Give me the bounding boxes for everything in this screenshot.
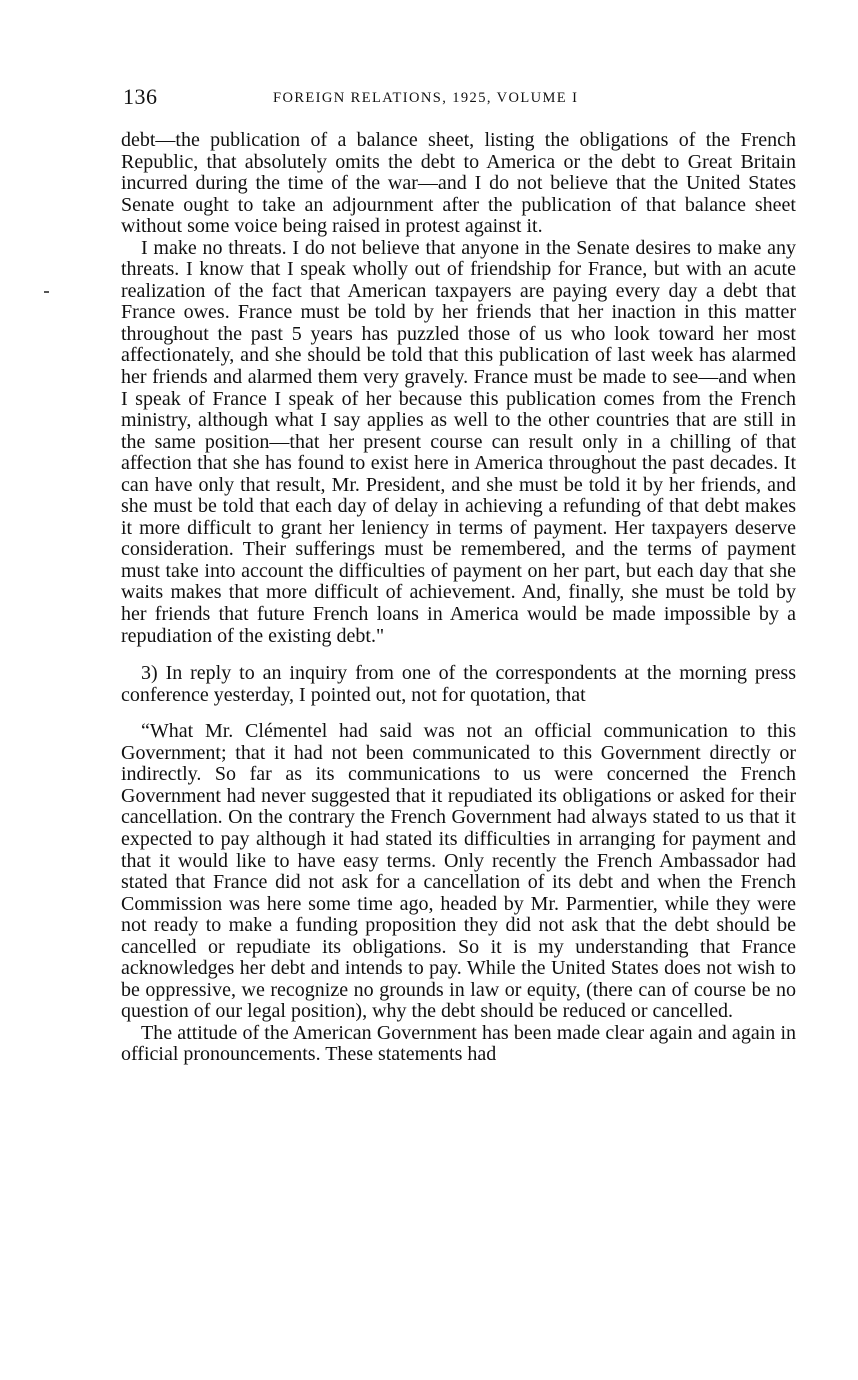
page-number: 136	[123, 84, 158, 109]
paragraph-american-attitude: The attitude of the American Government has been made clear again and again in official pronouncements. These statements had	[121, 1021, 796, 1066]
paragraph-quote-continuation: debt—the publication of a balance sheet, listing the obligations of the French Republic, that absolutely omits the debt to America or the debt to Great Britain incurred during the time of the war—and I do not believe that the United States Senate ought to take an adjournment after the publication of that balance sheet without some voice being raised in protest against it.	[121, 129, 796, 238]
paragraph-no-threats: I make no threats. I do not believe that anyone in the Senate desires to make any threats. I know that I speak wholly out of friendship for France, but with an acute realization of the fact that American taxpayers are paying every day a debt that France owes. France must be told by her friends that her inaction in this matter throughout the past 5 years has puzzled those of us who look toward her most affectionately, and she should be told that this publication of last week has alarmed her friends and alarmed them very gravely. France must be made to see—and when I speak of France I speak of her because this publication comes from the French ministry, although what I say applies as well to the other countries that are still in the same position—that her present course can result only in a chilling of that affection that she has found to exist here in America throughout the past decades. It can have only that result, Mr. President, and she must be told it by her friends, and she must be told that each day of delay in achieving a refunding of that debt makes it more difficult to grant her leniency in terms of payment. Her taxpayers deserve consideration. Their sufferings must be remembered, and the terms of payment must take into account the difficulties of payment on her part, but each day that she waits makes that more difficult of achievement. And, finally, she must be told by her friends that future French loans in America would be made impossible by a repudiation of the existing debt."	[121, 236, 796, 647]
running-header	[123, 84, 795, 114]
margin-mark	[44, 291, 49, 293]
body-text	[121, 130, 796, 1066]
running-title: FOREIGN RELATIONS, 1925, VOLUME I	[273, 90, 579, 106]
paragraph-clementel-quote: “What Mr. Clémentel had said was not an official communication to this Government; that it had not been communicated to this Government directly or indirectly. So far as its communications to us were concerned the French Government had never suggested that it repudiated its obligations or asked for their cancellation. On the contrary the French Government had always stated to us that it expected to pay although it had stated its difficulties in arranging for payment and that it would like to have easy terms. Only recently the French Ambassador had stated that France did not ask for a cancellation of its debt and when the French Commission was here some time ago, headed by Mr. Parmentier, while they were not ready to make a funding proposition they did not ask that the debt should be cancelled or repudiate its obligations. So it is my understanding that France acknowledges her debt and intends to pay. While the United States does not wish to be oppressive, we recognize no grounds in law or equity, (there can of course be no question of our legal position), why the debt should be reduced or cancelled.	[121, 720, 796, 1023]
paragraph-item-3: 3) In reply to an inquiry from one of the correspondents at the morning press conference yesterday, I pointed out, not for quotation, that	[121, 662, 796, 706]
